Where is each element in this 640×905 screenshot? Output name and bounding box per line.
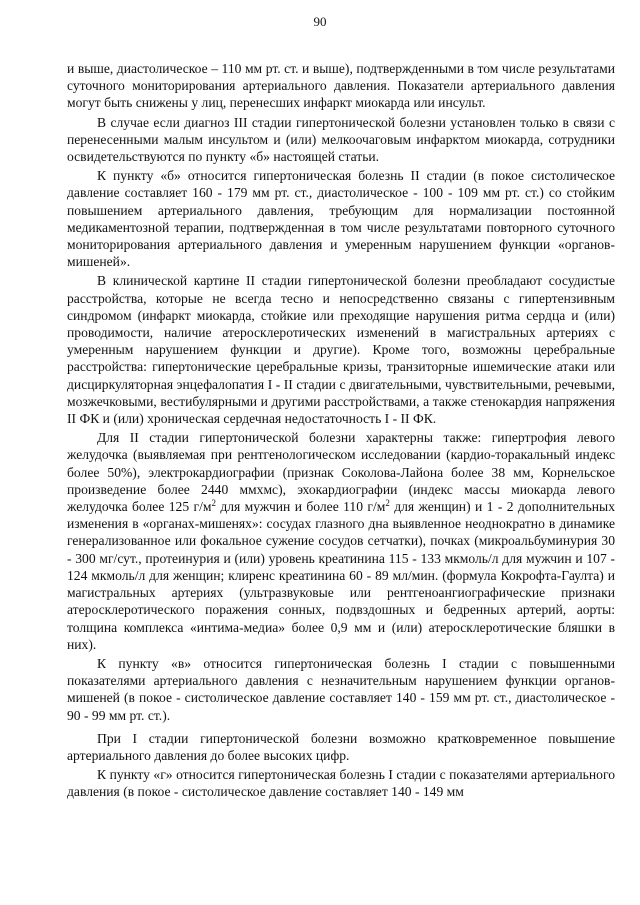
paragraph-5-part-2: для мужчин и более 110 г/м [215, 499, 386, 515]
paragraph-5-part-3: для женщин) и 1 - 2 дополнительных изменения в «органах-мишенях»: сосудах глазного дна выявленное неоднократно в динамике генерализованное или фокальное сужение сосудов сетчатки), почках (микроальбуминурия 30 - 300 мг/сут., протеинурия и (или) уровень креатинина 115 - 133 мкмоль/л для мужчин и 107 - 124 мкмоль/л для женщин; клиренс креатинина 60 - 89 мл/мин. (формула Кокрофта-Гаулта) и магистральных артериях (ультразвуковые или рентгеноангиографические признаки атеросклеротического поражения сонных, подвздошных и бедренных артерий, аорты: толщина комплекса «интима-медиа» более 0,9 мм и (или) атеросклеротические бляшки в них). [67, 499, 615, 652]
document-body [67, 60, 615, 803]
paragraph-4: В клинической картине II стадии гипертонической болезни преобладают сосудистые расстройства, которые не всегда тесно и непосредственно связаны с гипертензивным синдромом (инфаркт миокарда, стойкие или преходящие нарушения ритма сердца и (или) проводимости, наличие атеросклеротических изменений в магистральных артериях с умеренным нарушением функции и другие). Кроме того, возможны церебральные расстройства: гипертонические церебральные кризы, транзиторные ишемические атаки или дисциркуляторная энцефалопатия I - II стадии с двигательными, чувствительными, речевыми, мозжечковыми, вестибулярными и другими расстройствами, а также стенокардия напряжения II ФК и (или) хроническая сердечная недостаточность I - II ФК. [67, 273, 615, 427]
paragraph-8: К пункту «г» относится гипертоническая болезнь I стадии с показателями артериального давления (в покое - систолическое давление составляет 140 - 149 мм [67, 767, 615, 800]
paragraph-6: К пункту «в» относится гипертоническая болезнь I стадии с повышенными показателями артериального давления с незначительным нарушением функции органов-мишеней (в покое - систолическое давление составляет 140 - 159 мм рт. ст., диастолическое - 90 - 99 мм рт. ст.). [67, 655, 615, 723]
superscript-square-2: 2 [385, 498, 390, 509]
page-number: 90 [313, 14, 327, 29]
paragraph-3: К пункту «б» относится гипертоническая болезнь II стадии (в покое систолическое давление составляет 160 - 179 мм рт. ст., диастолическое - 100 - 109 мм рт. ст.) со стойким повышением артериального давления, требующим для нормализации постоянной медикаментозной терапии, подтвержденная в том числе результатами повторного суточного мониторирования артериального давления и умеренным нарушением функции «органов-мишеней». [67, 168, 615, 270]
paragraph-5-part-1: Для II стадии гипертонической болезни характерны также: гипертрофия левого желудочка (выявляемая при рентгенологическом исследовании (кардио-торакальный индекс более 50%), электрокардиографии (признак Соколова-Лайона более 38 мм, Корнельское произведение более 2440 ммхмс), эхокардиографии (индекс массы миокарда левого желудочка более 125 г/м [67, 430, 615, 515]
paragraph-7: При I стадии гипертонической болезни возможно кратковременное повышение артериального давления до более высоких цифр. [67, 730, 615, 763]
paragraph-2: В случае если диагноз III стадии гипертонической болезни установлен только в связи с перенесенными малым инсультом и (или) мелкоочаговым инфарктом миокарда, сотрудники освидетельствуются по пункту «б» настоящей статьи. [67, 114, 615, 165]
paragraph-1: и выше, диастолическое – 110 мм рт. ст. и выше), подтвержденными в том числе результатами суточного мониторирования артериального давления. Показатели артериального давления могут быть снижены у лиц, перенесших инфаркт миокарда или инсульт. [67, 61, 615, 111]
superscript-square-1: 2 [211, 498, 216, 509]
paragraph-5 [67, 429, 615, 653]
